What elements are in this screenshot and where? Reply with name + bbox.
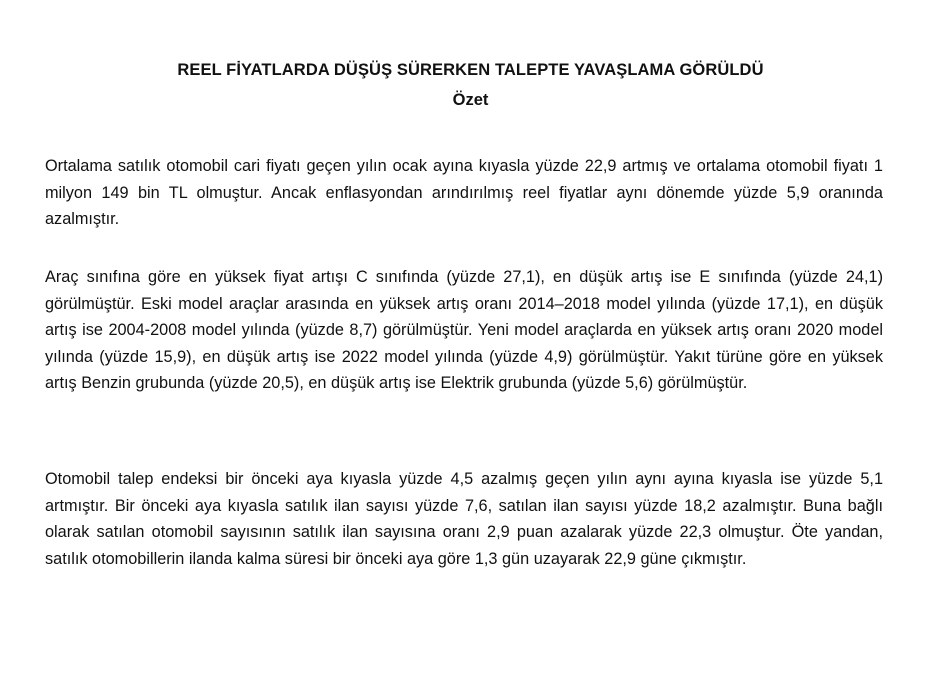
document-title: REEL FİYATLARDA DÜŞÜŞ SÜRERKEN TALEPTE YAVAŞLAMA GÖRÜLDÜ [177, 61, 764, 79]
paragraph-price-summary: Ortalama satılık otomobil cari fiyatı geçen yılın ocak ayına kıyasla yüzde 22,9 artmış ve ortalama otomobil fiyatı 1 milyon 149 bin TL olmuştur. Ancak enflasyondan arındırılmış reel fiyatlar aynı dönemde yüzde 5,9 oranında azalmıştır. [45, 157, 883, 228]
paragraph-demand-index: Otomobil talep endeksi bir önceki aya kıyasla yüzde 4,5 azalmış geçen yılın aynı ayına kıyasla ise yüzde 5,1 artmıştır. Bir önceki aya kıyasla satılık ilan sayısı yüzde 7,6, satılan ilan sayısı yüzde 18,2 azalmıştır. Buna bağlı olarak satılan otomobil sayısının satılık ilan sayısına oranı 2,9 puan azalarak yüzde 22,3 olmuştur. Öte yandan, satılık otomobillerin ilanda kalma süresi bir önceki aya göre 1,3 gün uzayarak 22,9 güne çıkmıştır. [45, 470, 883, 568]
paragraph-category-increases: Araç sınıfına göre en yüksek fiyat artışı C sınıfında (yüzde 27,1), en düşük artış ise E sınıfında (yüzde 24,1) görülmüştür. Eski model araçlar arasında en yüksek artış oranı 2014–2018 model yılında (yüzde 17,1), en düşük artış ise 2004-2008 model yılında (yüzde 8,7) görülmüştür. Yeni model araçlarda en yüksek artış oranı 2020 model yılında (yüzde 15,9), en düşük artış ise 2022 model yılında (yüzde 4,9) görülmüştür. Yakıt türüne göre en yüksek artış Benzin grubunda (yüzde 20,5), en düşük artış ise Elektrik grubunda (yüzde 5,6) görülmüştür. [45, 268, 883, 392]
document-subtitle: Özet [452, 91, 489, 109]
